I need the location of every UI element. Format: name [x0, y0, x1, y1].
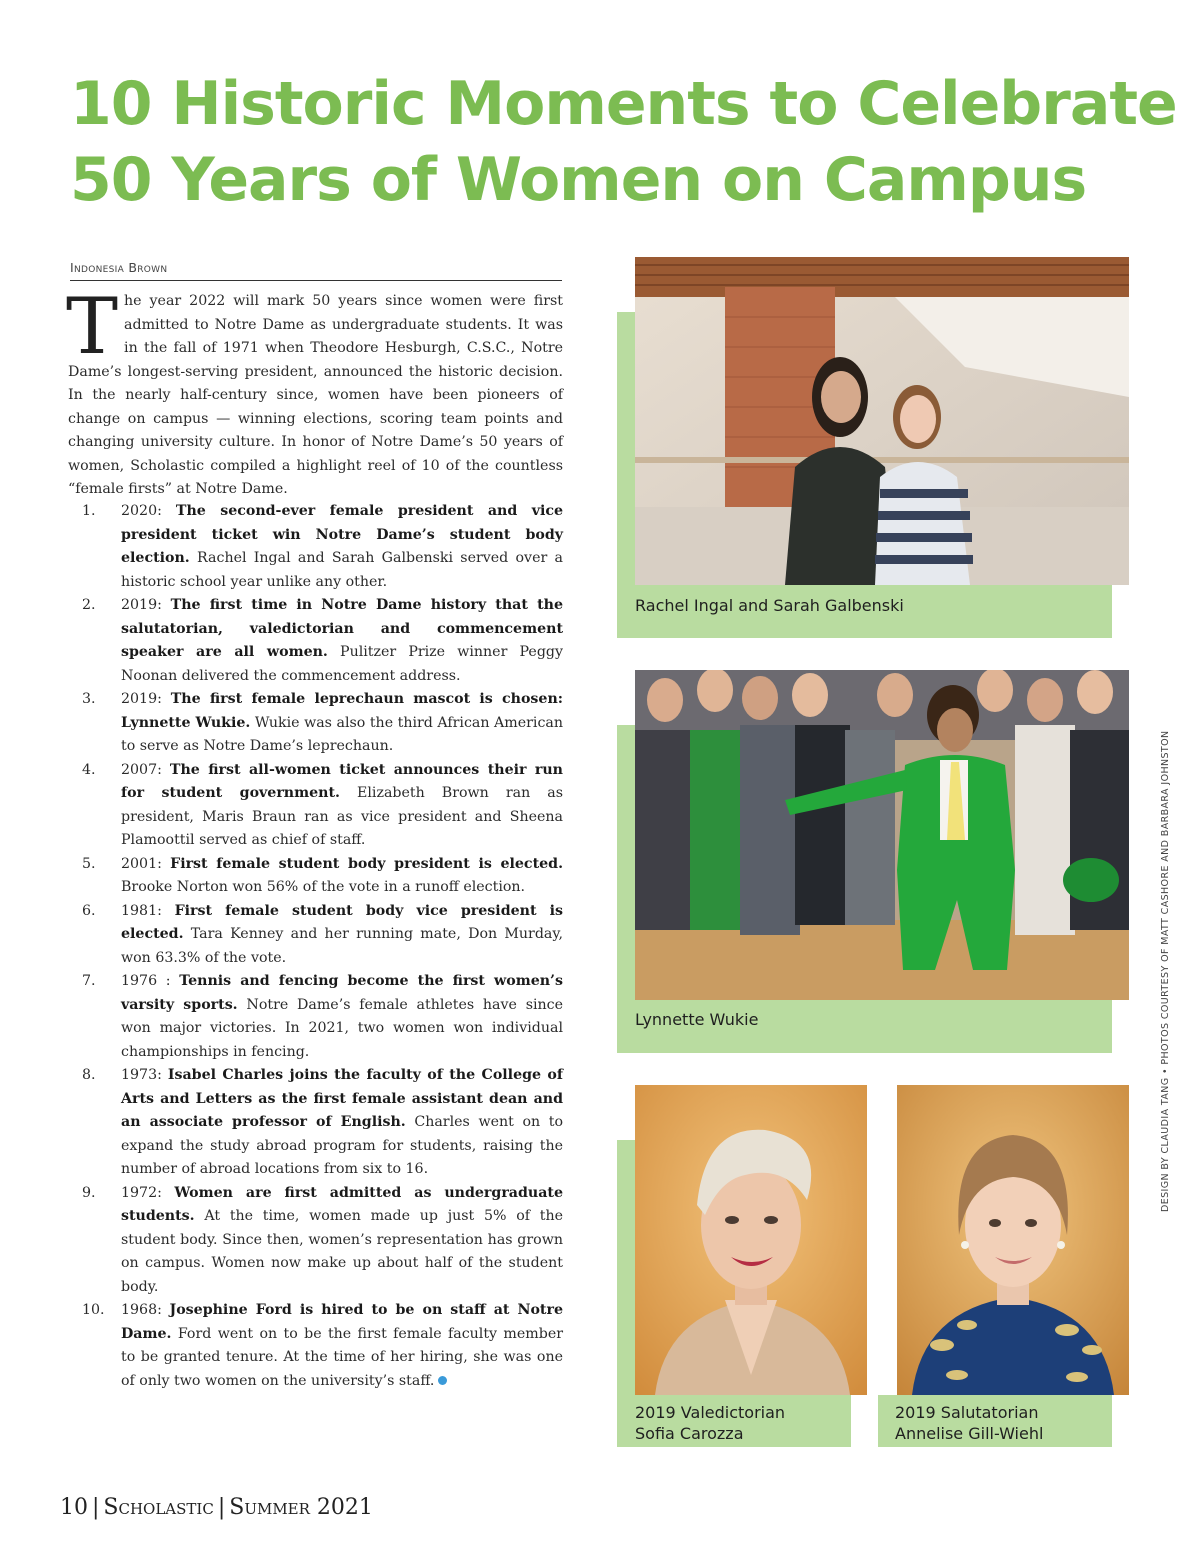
photo-gill-wiehl: [897, 1085, 1129, 1395]
item-number: 10.: [82, 1302, 105, 1318]
list-item: [82, 900, 563, 971]
item-year: 1976 :: [121, 973, 171, 989]
item-year: 2020:: [121, 503, 162, 519]
moments-list: [82, 500, 563, 1393]
item-headline: The first time in Notre Dame history that the salutatorian, valedictorian and commencement speaker are all women.: [121, 597, 564, 660]
item-number: 9.: [82, 1184, 96, 1201]
item-detail: Elizabeth Brown ran as president, Maris Braun ran as vice president and Sheena Plamoottil served as chief of staff.: [121, 785, 564, 848]
issue-name: Summer 2021: [229, 1495, 373, 1520]
item-headline: The first all-women ticket announces their run for student government.: [121, 761, 563, 801]
item-number: 6.: [82, 902, 96, 919]
magazine-name: Scholastic: [103, 1495, 214, 1520]
list-item: [82, 970, 563, 1064]
item-detail: Brooke Norton won 56% of the vote in a runoff election.: [121, 879, 526, 895]
item-year: 1973:: [121, 1067, 162, 1083]
photo-carozza: [635, 1085, 867, 1395]
item-number: 4.: [82, 761, 96, 778]
item-number: 8.: [82, 1067, 96, 1083]
item-headline: Tennis and fencing become the first women’s varsity sports.: [121, 973, 563, 1013]
photo-1-caption: Rachel Ingal and Sarah Galbenski: [635, 596, 904, 615]
photo-ingal-galbenski: [635, 257, 1129, 585]
photo-2-caption: Lynnette Wukie: [635, 1010, 759, 1029]
end-mark-icon: [438, 1376, 447, 1385]
list-item: [82, 1064, 563, 1182]
item-year: 1968:: [121, 1302, 162, 1318]
item-detail: Notre Dame’s female athletes have since won major victories. In 2021, two women won individual championships in fencing.: [121, 996, 563, 1060]
item-detail: At the time, women made up just 5% of the student body. Since then, women’s representation has grown on campus. Women now make up about half of the student body.: [121, 1208, 564, 1295]
design-credit: DESIGN BY CLAUDIA TANG • PHOTOS COURTESY OF MATT CASHORE AND BARBARA JOHNSTON: [1160, 730, 1171, 1212]
item-number: 2.: [82, 597, 96, 613]
item-number: 5.: [82, 855, 96, 872]
item-detail: Wukie was also the third African American to serve as Notre Dame’s leprechaun.: [121, 714, 563, 754]
drop-cap: T: [66, 282, 119, 372]
page-title: [70, 66, 1177, 218]
item-headline: The first female leprechaun mascot is chosen: Lynnette Wukie.: [121, 691, 564, 731]
item-year: 2007:: [121, 761, 162, 778]
list-item: [82, 1182, 563, 1300]
item-detail: Pulitzer Prize winner Peggy Noonan delivered the commencement address.: [121, 644, 563, 684]
photo-3-image: [635, 1085, 867, 1395]
item-detail: Ford went on to be the first female faculty member to be granted tenure. At the time of her hiring, she was one of only two women on the university’s staff.: [121, 1325, 563, 1389]
list-item: [82, 500, 563, 594]
intro-paragraph: [66, 282, 563, 502]
item-number: 3.: [82, 691, 96, 707]
item-number: 1.: [82, 503, 96, 519]
item-headline: First female student body president is elected.: [170, 855, 564, 872]
photo-3-caption-title: 2019 Valedictorian: [635, 1403, 786, 1422]
list-item: [82, 594, 563, 688]
title-line-2: 50 Years of Women on Campus: [70, 145, 1087, 215]
item-year: 2001:: [121, 855, 162, 872]
item-number: 7.: [82, 973, 96, 989]
item-headline: First female student body vice president is elected.: [121, 902, 563, 942]
item-detail: Rachel Ingal and Sarah Galbenski served over a historic school year unlike any other.: [121, 550, 563, 590]
item-year: 2019:: [121, 597, 162, 613]
page-footer: 10 | Scholastic | Summer 2021: [60, 1495, 373, 1520]
item-headline: The second-ever female president and vice president ticket win Notre Dame’s student body election.: [121, 503, 563, 566]
list-item: [82, 1299, 563, 1393]
list-item: [82, 853, 563, 900]
photo-3-caption-name: Sofia Carozza: [635, 1424, 744, 1443]
title-line-1: 10 Historic Moments to Celebrate: [70, 69, 1177, 139]
intro-text: he year 2022 will mark 50 years since women were first admitted to Notre Dame as undergraduate students. It was in the fall of 1971 when Theodore Hesburgh, C.S.C., Notre Dame’s longest-serving president, announced the historic decision. In the nearly half-century since, women have been pioneers of change on campus — winning elections, scoring team points and changing university culture. In honor of Notre Dame’s 50 years of women, Scholastic compiled a highlight reel of 10 of the countless “female firsts” at Notre Dame.: [68, 293, 563, 497]
page-number: 10: [60, 1495, 88, 1520]
list-item: [82, 688, 563, 759]
item-detail: Tara Kenney and her running mate, Don Murday, won 63.3% of the vote.: [121, 926, 563, 966]
byline: Indonesia Brown: [70, 260, 562, 281]
item-headline: Women are first admitted as undergraduate students.: [121, 1184, 563, 1224]
photo-4-caption: [895, 1402, 1043, 1444]
item-year: 2019:: [121, 691, 162, 707]
photo-2-image: [635, 670, 1129, 1000]
item-headline: Isabel Charles joins the faculty of the College of Arts and Letters as the first female assistant dean and an associate professor of English.: [121, 1067, 563, 1130]
photo-4-caption-name: Annelise Gill-Wiehl: [895, 1424, 1044, 1443]
item-headline: Josephine Ford is hired to be on staff at Notre Dame.: [121, 1302, 563, 1342]
list-item: [82, 759, 563, 853]
photo-4-caption-title: 2019 Salutatorian: [895, 1403, 1039, 1422]
item-year: 1972:: [121, 1184, 162, 1201]
photo-4-image: [897, 1085, 1129, 1395]
item-detail: Charles went on to expand the study abroad program for students, raising the number of abroad locations from six to 16.: [121, 1114, 564, 1177]
photo-1-image: [635, 257, 1129, 585]
photo-3-caption: [635, 1402, 785, 1444]
item-year: 1981:: [121, 902, 162, 919]
photo-wukie: [635, 670, 1129, 1000]
